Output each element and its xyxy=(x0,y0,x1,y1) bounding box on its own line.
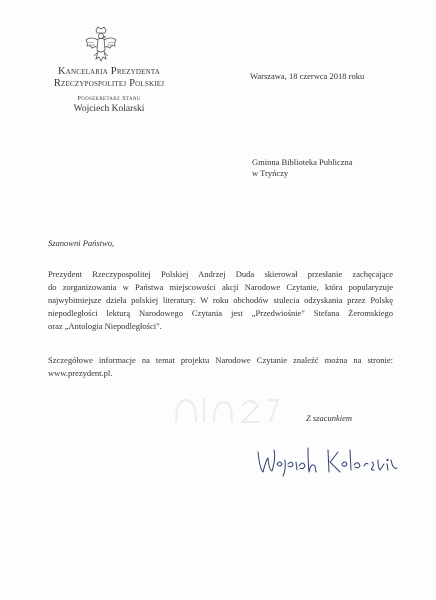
faint-watermark-icon xyxy=(170,392,290,426)
paragraph-line: Szczegółowe informacje na temat projektu Narodowe Czytanie znaleźć można na stronie: xyxy=(48,355,393,365)
recipient-address xyxy=(252,157,353,179)
office-name-line-2: Rzeczypospolitej Polskiej xyxy=(53,78,165,89)
recipient-line-1: Gminna Biblioteka Publiczna xyxy=(252,157,353,167)
closing-phrase: Z szacunkiem xyxy=(306,413,353,423)
official-title: Podsekretarz Stanu xyxy=(77,95,141,102)
paragraph-line: oraz „Antologia Niepodległości". xyxy=(48,321,162,331)
paragraph-line: niepodległości lekturą Narodowego Czytania jest „Przedwiośnie" Stefana Żeromskiego xyxy=(48,308,393,318)
body-paragraph-1 xyxy=(48,268,393,333)
office-name-line-1: Kancelaria Prezydenta xyxy=(57,66,161,77)
paragraph-line: www.prezydent.pl. xyxy=(48,368,113,378)
polish-white-eagle-emblem-icon xyxy=(84,26,118,66)
handwritten-signature-icon xyxy=(250,440,400,480)
paragraph-line: Prezydent Rzeczypospolitej Polskiej Andrzej Duda skierował przesłanie zachęcające xyxy=(48,269,393,279)
letter-date: Warszawa, 18 czerwca 2018 roku xyxy=(250,71,365,81)
paragraph-line: najwybitniejsze dzieła polskiej literatury. W roku obchodów stulecia odzyskania przez Polskę xyxy=(48,295,393,305)
salutation: Szanowni Państwo, xyxy=(48,238,115,248)
official-name: Wojciech Kolarski xyxy=(73,104,145,114)
office-name xyxy=(34,66,184,90)
recipient-line-2: w Tryńczy xyxy=(252,168,289,178)
paragraph-line: do zorganizowania w Państwa miejscowości akcji Narodowe Czytanie, która popularyzuje xyxy=(48,282,393,292)
body-paragraph-2 xyxy=(48,354,393,380)
